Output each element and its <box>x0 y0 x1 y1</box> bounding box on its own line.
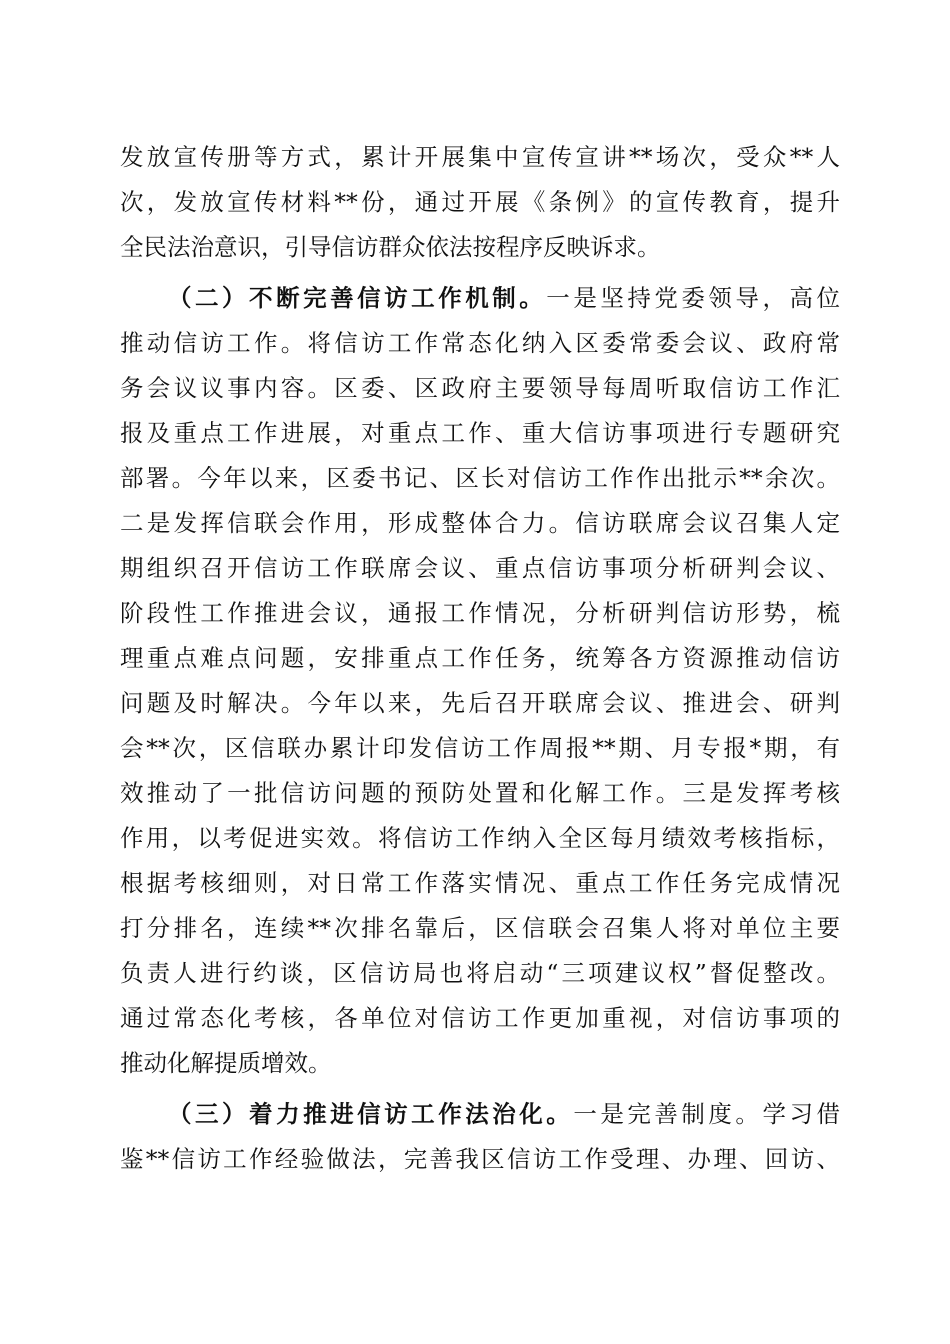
text-line: 部署。今年以来，区委书记、区长对信访工作作出批示**余次。 <box>120 464 840 492</box>
section-heading-line <box>168 1093 840 1135</box>
text-line: 负责人进行约谈，区信访局也将启动“三项建议权”督促整改。 <box>120 959 840 987</box>
section-heading: （二）不断完善信访工作机制。 <box>168 284 547 312</box>
text-line: 鉴**信访工作经验做法，完善我区信访工作受理、办理、回访、 <box>120 1145 840 1173</box>
section-heading-line <box>168 277 840 319</box>
text-line: 通过常态化考核，各单位对信访工作更加重视，对信访事项的 <box>120 1004 840 1032</box>
text-line: 报及重点工作进展，对重点工作、重大信访事项进行专题研究 <box>120 419 840 447</box>
text-line: 务会议议事内容。区委、区政府主要领导每周听取信访工作汇 <box>120 374 840 402</box>
text-line: 推动化解提质增效。 <box>120 1049 332 1077</box>
text-line: 期组织召开信访工作联席会议、重点信访事项分析研判会议、 <box>120 554 840 582</box>
text-line: 打分排名，连续**次排名靠后，区信联会召集人将对单位主要 <box>120 914 840 942</box>
section-heading: （三）着力推进信访工作法治化。 <box>168 1100 574 1128</box>
text-line: 推动信访工作。将信访工作常态化纳入区委常委会议、政府常 <box>120 329 840 357</box>
text-line: 次，发放宣传材料**份，通过开展《条例》的宣传教育，提升 <box>120 188 840 216</box>
text-line: 作用，以考促进实效。将信访工作纳入全区每月绩效考核指标， <box>120 824 840 852</box>
text-line: 效推动了一批信访问题的预防处置和化解工作。三是发挥考核 <box>120 779 840 807</box>
text-line: 阶段性工作推进会议，通报工作情况，分析研判信访形势，梳 <box>120 599 840 627</box>
text-line: 问题及时解决。今年以来，先后召开联席会议、推进会、研判 <box>120 689 840 717</box>
heading-line-text: 一是完善制度。学习借 <box>573 1100 840 1128</box>
text-line: 根据考核细则，对日常工作落实情况、重点工作任务完成情况 <box>120 869 840 897</box>
text-line: 二是发挥信联会作用，形成整体合力。信访联席会议召集人定 <box>120 509 840 537</box>
text-line: 会**次，区信联办累计印发信访工作周报**期、月专报*期，有 <box>120 734 840 762</box>
heading-line-text: 一是坚持党委领导，高位 <box>546 284 841 312</box>
text-line: 理重点难点问题，安排重点工作任务，统筹各方资源推动信访 <box>120 644 840 672</box>
text-line: 发放宣传册等方式，累计开展集中宣传宣讲**场次，受众**人 <box>120 143 840 171</box>
text-line: 全民法治意识，引导信访群众依法按程序反映诉求。 <box>120 233 661 261</box>
